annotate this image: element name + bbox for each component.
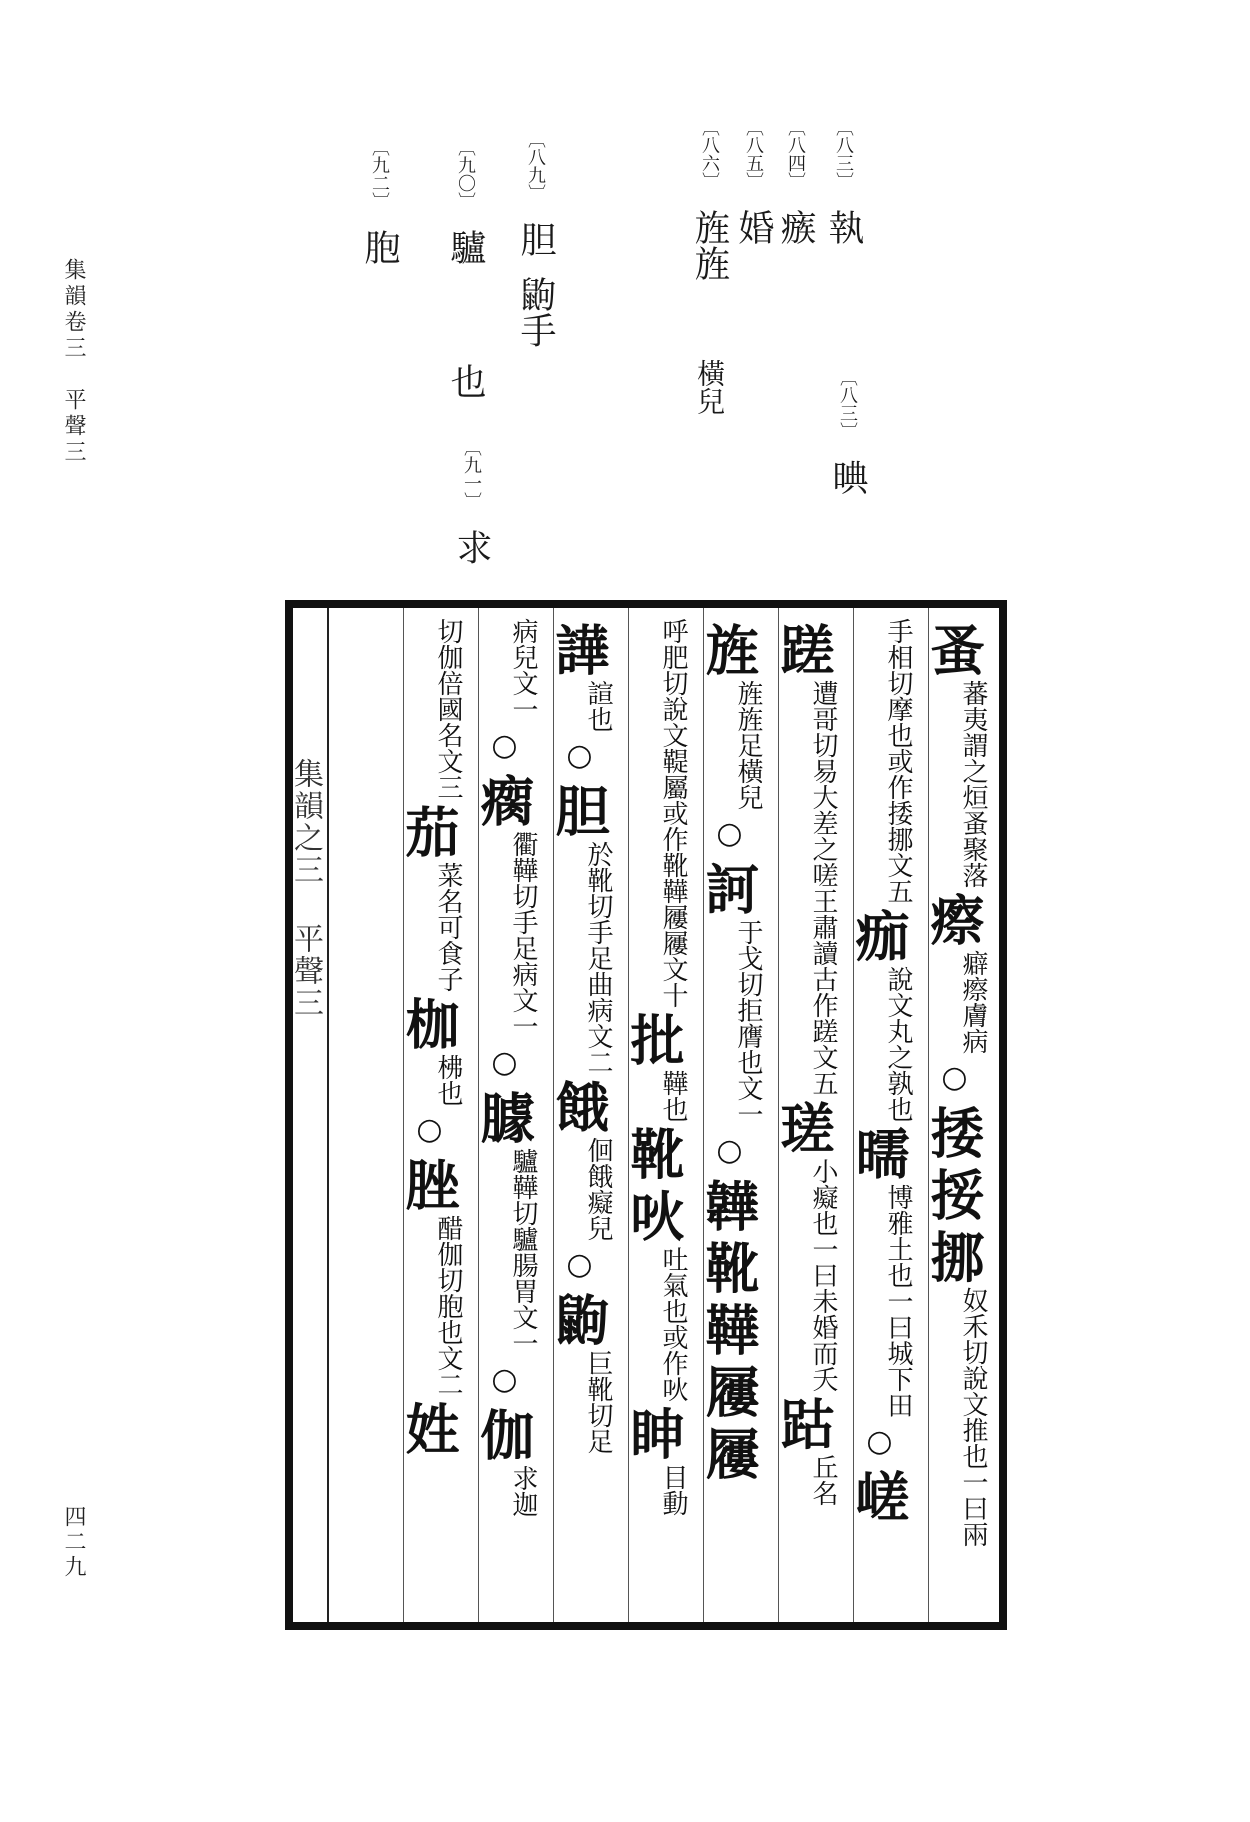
note-89 bbox=[510, 130, 561, 348]
gloss-text: 旌旌足橫兒 bbox=[733, 680, 763, 810]
gloss-text: 手相切摩也或作捼挪文五 bbox=[883, 618, 913, 904]
note-83 bbox=[818, 118, 869, 245]
gloss-text: 衢鞾切手足病文一 bbox=[508, 831, 538, 1039]
note-91 bbox=[446, 438, 497, 565]
headword: 鞾 bbox=[697, 1302, 761, 1356]
note-text: 驢 bbox=[445, 229, 486, 265]
entry-separator: ○ bbox=[562, 1247, 597, 1282]
headword: 茄 bbox=[397, 804, 461, 858]
headword: 姓 bbox=[397, 1401, 461, 1455]
note-text: 求 bbox=[451, 529, 492, 565]
headword: 瑳 bbox=[772, 1100, 836, 1154]
headword: 靴 bbox=[697, 1240, 761, 1294]
page-number: 四二九 bbox=[61, 1505, 86, 1580]
headword: 捼 bbox=[922, 1105, 986, 1159]
gloss-text: 柫也 bbox=[433, 1054, 463, 1106]
gloss-text: 呼肥切說文鞮屬或作靴鞾屨屨文十 bbox=[658, 618, 688, 1008]
gloss-text: 癖瘵膚病 bbox=[958, 950, 988, 1054]
headword: 跍 bbox=[772, 1396, 836, 1450]
note-85 bbox=[728, 118, 779, 245]
headword: 譁 bbox=[547, 622, 611, 676]
note-tag: 〔八九〕 bbox=[525, 130, 546, 202]
gloss-text: 于戈切拒膺也文一 bbox=[733, 919, 763, 1127]
note-extra: 橫兒 bbox=[693, 359, 726, 415]
gloss-text: 奴禾切說文推也一曰兩 bbox=[958, 1287, 988, 1547]
text-column bbox=[768, 618, 840, 1618]
text-frame bbox=[285, 600, 1007, 1630]
headword: 韡 bbox=[697, 1178, 761, 1232]
note-text: 執 bbox=[823, 209, 864, 245]
headword: 嵯 bbox=[847, 1469, 911, 1523]
note-text: 瘯 bbox=[775, 209, 816, 245]
gloss-text: 說文丸之孰也 bbox=[883, 966, 913, 1122]
note-tag: 〔八三〕 bbox=[833, 118, 854, 190]
headword: 脞 bbox=[397, 1157, 461, 1211]
note-92 bbox=[354, 138, 405, 265]
note-tag: 〔八六〕 bbox=[699, 118, 720, 190]
headword: 眒 bbox=[622, 1406, 686, 1460]
note-86 bbox=[684, 118, 735, 415]
headword: 屨 bbox=[697, 1364, 761, 1418]
note-83b bbox=[822, 368, 873, 495]
headword: 痂 bbox=[847, 908, 911, 962]
gloss-text: 小癡也一曰未婚而夭 bbox=[808, 1158, 838, 1392]
gloss-text: 諠也 bbox=[583, 680, 613, 732]
gloss-text: 病兒文一 bbox=[508, 618, 538, 722]
gloss-text: 鞾也 bbox=[658, 1070, 688, 1122]
gloss-text: 巨靴切足 bbox=[583, 1350, 613, 1454]
text-column bbox=[543, 618, 615, 1618]
text-column bbox=[843, 618, 915, 1618]
entry-separator: ○ bbox=[562, 738, 597, 773]
note-tag: 〔九〇〕 bbox=[455, 138, 476, 210]
gloss-text: 博雅土也一曰城下田 bbox=[883, 1184, 913, 1418]
note-text: 胆 bbox=[515, 221, 556, 257]
entry-separator: ○ bbox=[937, 1060, 972, 1095]
entry-separator: ○ bbox=[412, 1112, 447, 1147]
note-90 bbox=[440, 138, 491, 399]
note-tag: 〔八五〕 bbox=[743, 118, 764, 190]
text-column bbox=[618, 618, 690, 1618]
entry-separator: ○ bbox=[862, 1424, 897, 1459]
headword: 瘸 bbox=[472, 773, 536, 827]
note-extra: 鼩手 bbox=[515, 276, 556, 348]
headword: 鼩 bbox=[547, 1292, 611, 1346]
note-tag: 〔八三〕 bbox=[837, 368, 858, 440]
fold-strip: 集韻之三 平聲三 bbox=[293, 608, 329, 1622]
entry-separator: ○ bbox=[487, 1045, 522, 1080]
headword: 挪 bbox=[922, 1229, 986, 1283]
note-tag: 〔九二〕 bbox=[369, 138, 390, 210]
headword: 蚤 bbox=[922, 622, 986, 676]
gloss-text: 菜名可食子 bbox=[433, 862, 463, 992]
headword: 瘵 bbox=[922, 892, 986, 946]
note-text: 晪 bbox=[827, 459, 868, 495]
note-text: 婚 bbox=[733, 209, 774, 245]
headword: 挼 bbox=[922, 1167, 986, 1221]
text-column bbox=[918, 618, 990, 1618]
text-column bbox=[468, 618, 540, 1618]
gloss-text: 醋伽切胞也文二 bbox=[433, 1215, 463, 1397]
gloss-text: 切伽倍國名文三 bbox=[433, 618, 463, 800]
entry-separator: ○ bbox=[487, 1362, 522, 1397]
headword: 餓 bbox=[547, 1079, 611, 1133]
headword: 靴 bbox=[622, 1126, 686, 1180]
text-column bbox=[693, 618, 765, 1618]
headword: 批 bbox=[622, 1012, 686, 1066]
gloss-text: 於靴切手足曲病文二 bbox=[583, 841, 613, 1075]
entry-separator: ○ bbox=[712, 816, 747, 851]
note-extra: 也 bbox=[445, 363, 486, 399]
headword: 伽 bbox=[472, 1407, 536, 1461]
text-column bbox=[393, 618, 465, 1618]
gloss-text: 目動 bbox=[658, 1464, 688, 1516]
gloss-text: 佪餓癡兒 bbox=[583, 1137, 613, 1241]
headword: 臄 bbox=[472, 1090, 536, 1144]
gloss-text: 驢鞾切驢腸胃文一 bbox=[508, 1148, 538, 1356]
gloss-text: 丘名 bbox=[808, 1454, 838, 1506]
headword: 屨 bbox=[697, 1426, 761, 1480]
gloss-text: 聚落 bbox=[958, 836, 988, 888]
note-tag: 〔九一〕 bbox=[461, 438, 482, 510]
gloss-text: 吐氣也或作吙 bbox=[658, 1246, 688, 1402]
headword: 曘 bbox=[847, 1126, 911, 1180]
entry-separator: ○ bbox=[712, 1133, 747, 1168]
headword: 旌 bbox=[697, 622, 761, 676]
gloss-text: 遭哥切易大差之嗟王肅讀古作蹉文五 bbox=[808, 680, 838, 1096]
headword: 胆 bbox=[547, 783, 611, 837]
note-text: 旌旌 bbox=[689, 209, 730, 281]
headword: 枷 bbox=[397, 996, 461, 1050]
headword: 訶 bbox=[697, 861, 761, 915]
gloss-text: 蕃夷謂之烜蚤 bbox=[958, 680, 988, 836]
note-tag: 〔八四〕 bbox=[785, 118, 806, 190]
note-text: 胞 bbox=[359, 229, 400, 265]
gloss-text: 求迦 bbox=[508, 1465, 538, 1517]
headword: 吙 bbox=[622, 1188, 686, 1242]
running-header: 集韻卷三 平聲三 bbox=[61, 258, 86, 466]
headword: 蹉 bbox=[772, 622, 836, 676]
entry-separator: ○ bbox=[487, 728, 522, 763]
